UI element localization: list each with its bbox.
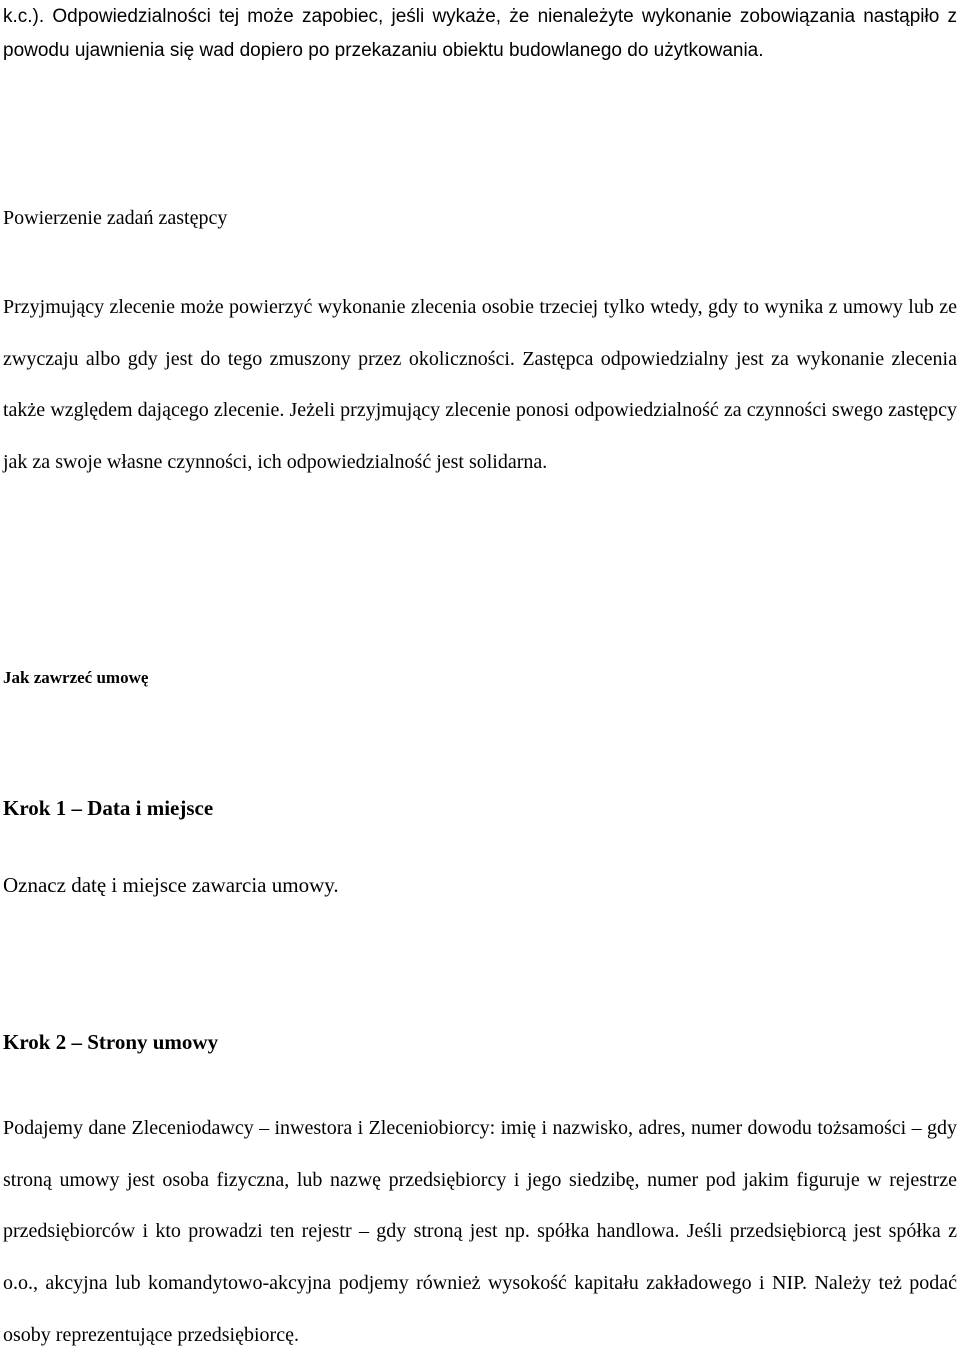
step2-paragraph: Podajemy dane Zleceniodawcy – inwestora i Zleceniobiorcy: imię i nazwisko, adres, numer dowodu tożsamości – gdy stroną umowy jest osoba fizyczna, lub nazwę przedsiębiorcy i jego siedzibę, numer pod jakim figuruje w rejestrze przedsiębiorców i kto prowadzi ten rejestr – gdy stroną jest np. spółka handlowa. Jeśli przedsiębiorcą jest spółka z o.o., akcyjna lub komandytowo-akcyjna podjemy również wysokość kapitału zakładowego i NIP. Należy też podać osoby reprezentujące przedsiębiorcę. — [3, 1117, 957, 1346]
section-heading-substitute: Powierzenie zadań zastępcy — [3, 207, 228, 229]
intro-paragraph: k.c.). Odpowiedzialności tej może zapobiec, jeśli wykaże, że nienależyte wykonanie zobowiązania nastąpiło z powodu ujawnienia się wad dopiero po przekazaniu obiektu budowlanego do użytkowania. — [3, 6, 957, 61]
section-heading-how-to-conclude: Jak zawrzeć umowę — [3, 668, 149, 687]
section-paragraph-substitute: Przyjmujący zlecenie może powierzyć wykonanie zlecenia osobie trzeciej tylko wtedy, gdy to wynika z umowy lub ze zwyczaju albo gdy jest do tego zmuszony przez okoliczności. Zastępca odpowiedzialny jest za wykonanie zlecenia także względem dającego zlecenie. Jeżeli przyjmujący zlecenie ponosi odpowiedzialność za czynności swego zastępcy jak za swoje własne czynności, ich odpowiedzialność jest solidarna. — [3, 296, 957, 473]
step1-heading: Krok 1 – Data i miejsce — [3, 796, 214, 820]
step1-paragraph: Oznacz datę i miejsce zawarcia umowy. — [3, 873, 339, 897]
step2-heading: Krok 2 – Strony umowy — [3, 1030, 219, 1054]
